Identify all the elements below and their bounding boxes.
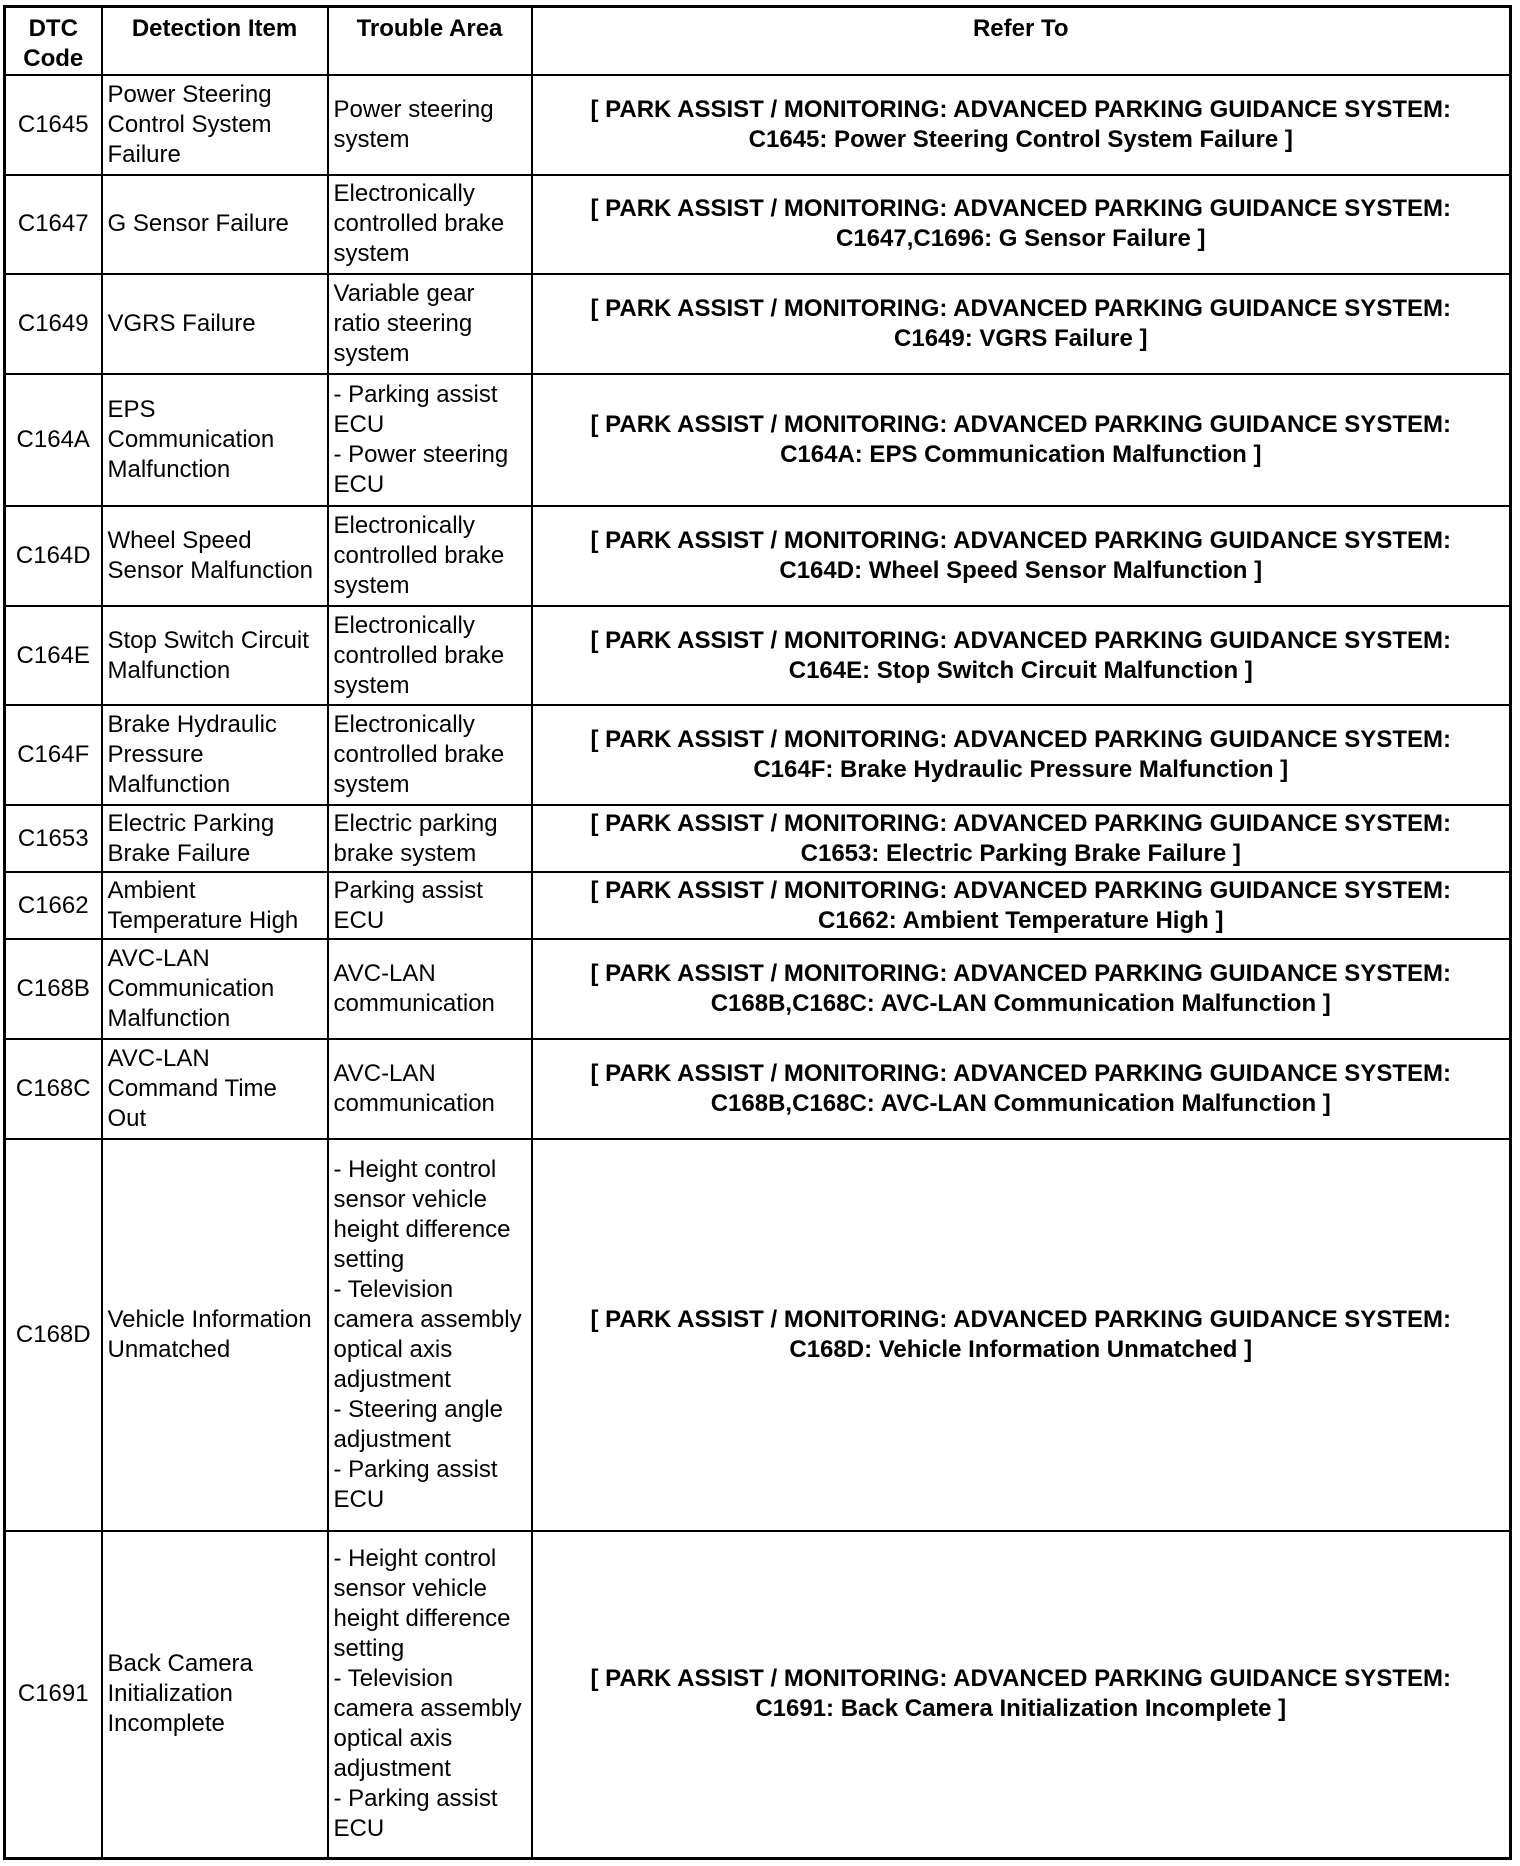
trouble-area-entry: AVC-LAN communication — [333, 1059, 495, 1117]
trouble-area-entry: - Power steering ECU — [333, 440, 509, 498]
refer-to-prefix: [ PARK ASSIST / MONITORING: ADVANCED PARKING GUIDANCE SYSTEM: — [590, 526, 1451, 554]
trouble-area-entry: - Height control sensor vehicle height difference setting — [333, 1155, 511, 1273]
refer-to-prefix: [ PARK ASSIST / MONITORING: ADVANCED PARKING GUIDANCE SYSTEM: — [590, 626, 1451, 654]
trouble-area-cell — [328, 1139, 532, 1531]
trouble-area-cell — [328, 939, 532, 1039]
table-row — [5, 374, 1511, 506]
refer-to-cell — [532, 75, 1511, 175]
table-row — [5, 705, 1511, 805]
refer-to-prefix: [ PARK ASSIST / MONITORING: ADVANCED PARKING GUIDANCE SYSTEM: — [590, 960, 1451, 988]
detection-item-cell: EPS Communication Malfunction — [102, 374, 328, 506]
dtc-code-cell: C1649 — [5, 274, 102, 374]
table-row — [5, 805, 1511, 872]
dtc-code-cell: C1647 — [5, 175, 102, 275]
refer-to-link[interactable]: C164D: Wheel Speed Sensor Malfunction ] — [779, 556, 1263, 584]
table-row — [5, 606, 1511, 706]
table-row — [5, 1039, 1511, 1139]
refer-to-link[interactable]: C1691: Back Camera Initialization Incomplete ] — [755, 1695, 1287, 1723]
trouble-area-entry: Electric parking brake system — [333, 809, 498, 867]
trouble-area-entry: - Television camera assembly optical axis adjustment — [333, 1275, 522, 1393]
table-row — [5, 939, 1511, 1039]
refer-to-prefix: [ PARK ASSIST / MONITORING: ADVANCED PARKING GUIDANCE SYSTEM: — [590, 726, 1451, 754]
trouble-area-entry: Electronically controlled brake system — [333, 511, 505, 599]
trouble-area-entry: Electronically controlled brake system — [333, 711, 505, 799]
refer-to-cell — [532, 705, 1511, 805]
trouble-area-entry: - Parking assist ECU — [333, 1455, 498, 1513]
trouble-area-entry: - Height control sensor vehicle height difference setting — [333, 1545, 511, 1663]
dtc-code-cell: C168D — [5, 1139, 102, 1531]
trouble-area-cell — [328, 1039, 532, 1139]
refer-to-cell — [532, 175, 1511, 275]
trouble-area-cell — [328, 374, 532, 506]
table-row — [5, 175, 1511, 275]
refer-to-cell — [532, 374, 1511, 506]
refer-to-prefix: [ PARK ASSIST / MONITORING: ADVANCED PARKING GUIDANCE SYSTEM: — [590, 1305, 1451, 1333]
trouble-area-entry: - Parking assist ECU — [333, 380, 498, 438]
refer-to-prefix: [ PARK ASSIST / MONITORING: ADVANCED PARKING GUIDANCE SYSTEM: — [590, 295, 1451, 323]
refer-to-link[interactable]: C168D: Vehicle Information Unmatched ] — [789, 1335, 1253, 1363]
trouble-area-entry: Parking assist ECU — [333, 876, 483, 934]
detection-item-cell: Ambient Temperature High — [102, 872, 328, 939]
detection-item-cell: Power Steering Control System Failure — [102, 75, 328, 175]
detection-item-cell: AVC-LAN Command Time Out — [102, 1039, 328, 1139]
dtc-code-cell: C1645 — [5, 75, 102, 175]
refer-to-cell — [532, 1139, 1511, 1531]
trouble-area-cell — [328, 274, 532, 374]
refer-to-link[interactable]: C164A: EPS Communication Malfunction ] — [780, 440, 1262, 468]
refer-to-cell — [532, 606, 1511, 706]
header-dtc-code — [5, 7, 102, 76]
refer-to-cell — [532, 872, 1511, 939]
trouble-area-cell — [328, 175, 532, 275]
refer-to-prefix: [ PARK ASSIST / MONITORING: ADVANCED PARKING GUIDANCE SYSTEM: — [590, 195, 1451, 223]
trouble-area-cell — [328, 872, 532, 939]
dtc-code-cell: C164A — [5, 374, 102, 506]
refer-to-link[interactable]: C164E: Stop Switch Circuit Malfunction ] — [788, 656, 1253, 684]
refer-to-link[interactable]: C1662: Ambient Temperature High ] — [818, 906, 1224, 934]
table-row — [5, 1139, 1511, 1531]
detection-item-cell: Wheel Speed Sensor Malfunction — [102, 506, 328, 606]
table-row — [5, 75, 1511, 175]
trouble-area-entry: - Television camera assembly optical axis adjustment — [333, 1665, 522, 1783]
dtc-code-cell: C164E — [5, 606, 102, 706]
detection-item-cell: G Sensor Failure — [102, 175, 328, 275]
refer-to-cell — [532, 274, 1511, 374]
header-dtc-code-line2: Code — [23, 45, 84, 72]
trouble-area-cell — [328, 75, 532, 175]
table-row — [5, 872, 1511, 939]
detection-item-cell: Stop Switch Circuit Malfunction — [102, 606, 328, 706]
trouble-area-entry: Electronically controlled brake system — [333, 180, 505, 268]
detection-item-cell: AVC-LAN Communication Malfunction — [102, 939, 328, 1039]
refer-to-link[interactable]: C1645: Power Steering Control System Failure ] — [748, 125, 1293, 153]
refer-to-cell — [532, 939, 1511, 1039]
trouble-area-entry: Power steering system — [333, 95, 494, 153]
header-detection-item: Detection Item — [102, 7, 328, 76]
dtc-code-cell: C1662 — [5, 872, 102, 939]
trouble-area-entry: - Parking assist ECU — [333, 1785, 498, 1843]
refer-to-link[interactable]: C164F: Brake Hydraulic Pressure Malfunction ] — [753, 756, 1289, 784]
trouble-area-entry: AVC-LAN communication — [333, 960, 495, 1018]
dtc-code-cell: C1691 — [5, 1531, 102, 1859]
refer-to-cell — [532, 506, 1511, 606]
trouble-area-cell — [328, 606, 532, 706]
header-trouble-area: Trouble Area — [328, 7, 532, 76]
table-row — [5, 506, 1511, 606]
trouble-area-cell — [328, 1531, 532, 1859]
trouble-area-cell — [328, 705, 532, 805]
refer-to-prefix: [ PARK ASSIST / MONITORING: ADVANCED PARKING GUIDANCE SYSTEM: — [590, 1665, 1451, 1693]
refer-to-prefix: [ PARK ASSIST / MONITORING: ADVANCED PARKING GUIDANCE SYSTEM: — [590, 95, 1451, 123]
trouble-area-entry: - Steering angle adjustment — [333, 1395, 503, 1453]
trouble-area-entry: Variable gear ratio steering system — [333, 280, 475, 368]
detection-item-cell: Vehicle Information Unmatched — [102, 1139, 328, 1531]
dtc-table — [3, 5, 1512, 1860]
refer-to-cell — [532, 805, 1511, 872]
refer-to-link[interactable]: C168B,C168C: AVC-LAN Communication Malfunction ] — [710, 990, 1331, 1018]
table-row — [5, 274, 1511, 374]
dtc-code-cell: C168C — [5, 1039, 102, 1139]
table-row — [5, 1531, 1511, 1859]
refer-to-prefix: [ PARK ASSIST / MONITORING: ADVANCED PARKING GUIDANCE SYSTEM: — [590, 410, 1451, 438]
trouble-area-entry: Electronically controlled brake system — [333, 611, 505, 699]
trouble-area-cell — [328, 805, 532, 872]
refer-to-cell — [532, 1531, 1511, 1859]
header-row — [5, 7, 1511, 76]
detection-item-cell: Brake Hydraulic Pressure Malfunction — [102, 705, 328, 805]
detection-item-cell: VGRS Failure — [102, 274, 328, 374]
dtc-code-cell: C164F — [5, 705, 102, 805]
trouble-area-cell — [328, 506, 532, 606]
dtc-code-cell: C168B — [5, 939, 102, 1039]
refer-to-link[interactable]: C1653: Electric Parking Brake Failure ] — [800, 839, 1241, 867]
refer-to-prefix: [ PARK ASSIST / MONITORING: ADVANCED PARKING GUIDANCE SYSTEM: — [590, 1059, 1451, 1087]
refer-to-prefix: [ PARK ASSIST / MONITORING: ADVANCED PARKING GUIDANCE SYSTEM: — [590, 809, 1451, 837]
refer-to-cell — [532, 1039, 1511, 1139]
refer-to-link[interactable]: C1649: VGRS Failure ] — [894, 325, 1148, 353]
detection-item-cell: Electric Parking Brake Failure — [102, 805, 328, 872]
header-dtc-code-line1: DTC — [28, 15, 78, 42]
detection-item-cell: Back Camera Initialization Incomplete — [102, 1531, 328, 1859]
refer-to-link[interactable]: C168B,C168C: AVC-LAN Communication Malfunction ] — [710, 1089, 1331, 1117]
refer-to-prefix: [ PARK ASSIST / MONITORING: ADVANCED PARKING GUIDANCE SYSTEM: — [590, 876, 1451, 904]
refer-to-link[interactable]: C1647,C1696: G Sensor Failure ] — [836, 225, 1206, 253]
dtc-code-cell: C1653 — [5, 805, 102, 872]
header-refer-to: Refer To — [532, 7, 1511, 76]
dtc-code-cell: C164D — [5, 506, 102, 606]
